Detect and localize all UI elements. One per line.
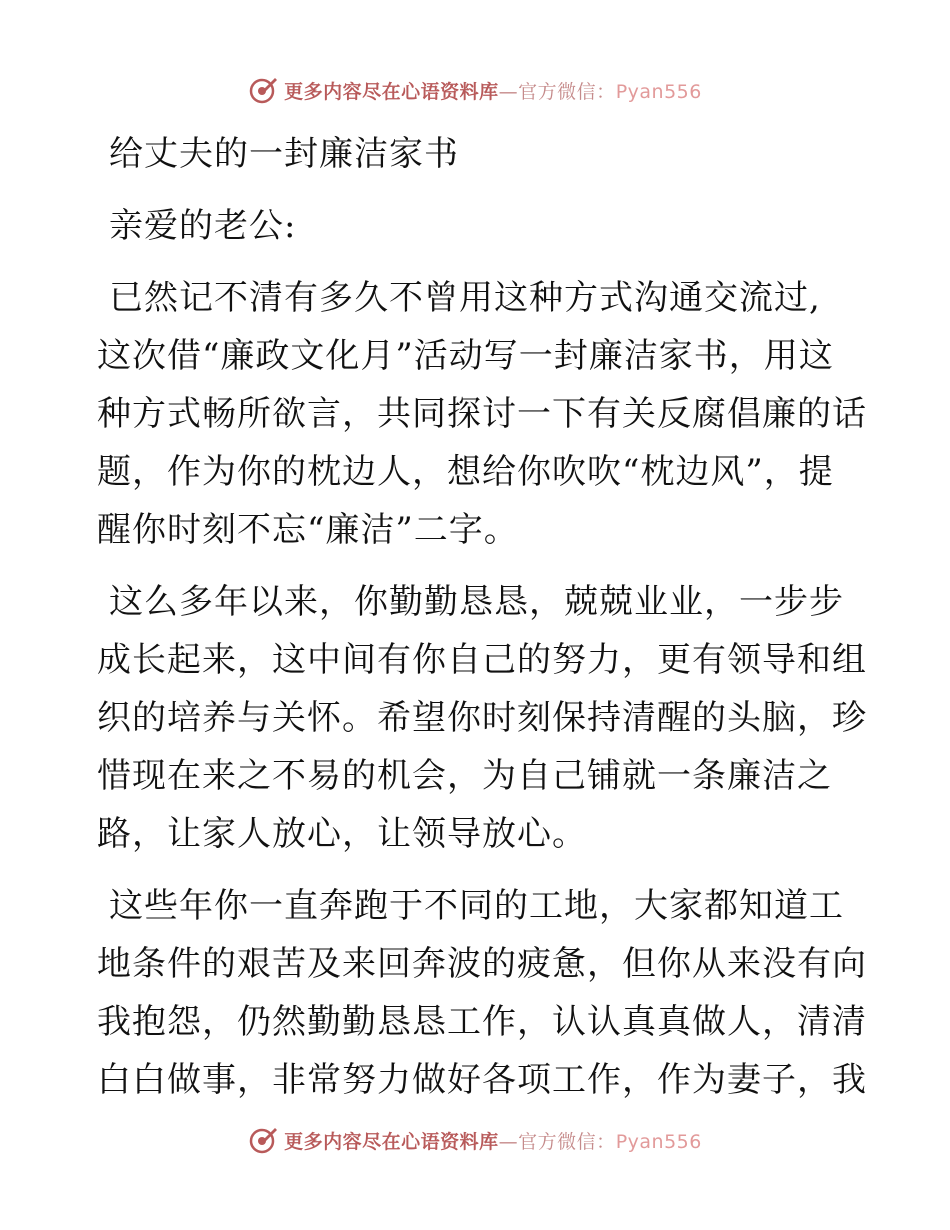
paragraph-line: 题，作为你的枕边人，想给你吹吹“枕边风”，提 [97, 452, 834, 492]
watermark-text: 更多内容尽在心语资料库—官方微信：Pyan556 [284, 80, 702, 103]
paragraph-line: 种方式畅所欲言，共同探讨一下有关反腐倡廉的话 [97, 394, 867, 434]
salutation: 亲爱的老公: [109, 206, 297, 246]
document-title: 给丈夫的一封廉洁家书 [109, 134, 459, 174]
paragraph-line: 惜现在来之不易的机会，为自己铺就一条廉洁之 [97, 756, 832, 796]
quill-pen-logo-icon [248, 75, 278, 105]
paragraph-1 [97, 269, 867, 559]
watermark-text: 更多内容尽在心语资料库—官方微信：Pyan556 [284, 1130, 702, 1153]
header-watermark-banner [0, 70, 950, 110]
paragraph-line: 这么多年以来，你勤勤恳恳，兢兢业业，一步步 [109, 582, 844, 622]
paragraph-line: 地条件的艰苦及来回奔波的疲惫，但你从来没有向 [97, 944, 867, 984]
paragraph-line: 织的培养与关怀。希望你时刻保持清醒的头脑，珍 [97, 698, 867, 738]
paragraph-2 [97, 573, 867, 863]
paragraph-line: 这次借“廉政文化月”活动写一封廉洁家书，用这 [97, 336, 834, 376]
paragraph-line: 我抱怨，仍然勤勤恳恳工作，认认真真做人，清清 [97, 1002, 867, 1042]
quill-pen-logo-icon [248, 1125, 278, 1155]
paragraph-line: 已然记不清有多久不曾用这种方式沟通交流过, [109, 278, 821, 318]
letter-body [97, 125, 867, 1109]
paragraph-line: 路，让家人放心，让领导放心。 [97, 814, 587, 854]
paragraph-line: 醒你时刻不忘“廉洁”二字。 [97, 510, 519, 550]
paragraph-line: 白白做事，非常努力做好各项工作，作为妻子，我 [97, 1060, 867, 1100]
footer-watermark-banner [0, 1120, 950, 1160]
paragraph-line: 成长起来，这中间有你自己的努力，更有领导和组 [97, 640, 867, 680]
paragraph-line: 这些年你一直奔跑于不同的工地，大家都知道工 [109, 886, 844, 926]
paragraph-3 [97, 877, 867, 1109]
